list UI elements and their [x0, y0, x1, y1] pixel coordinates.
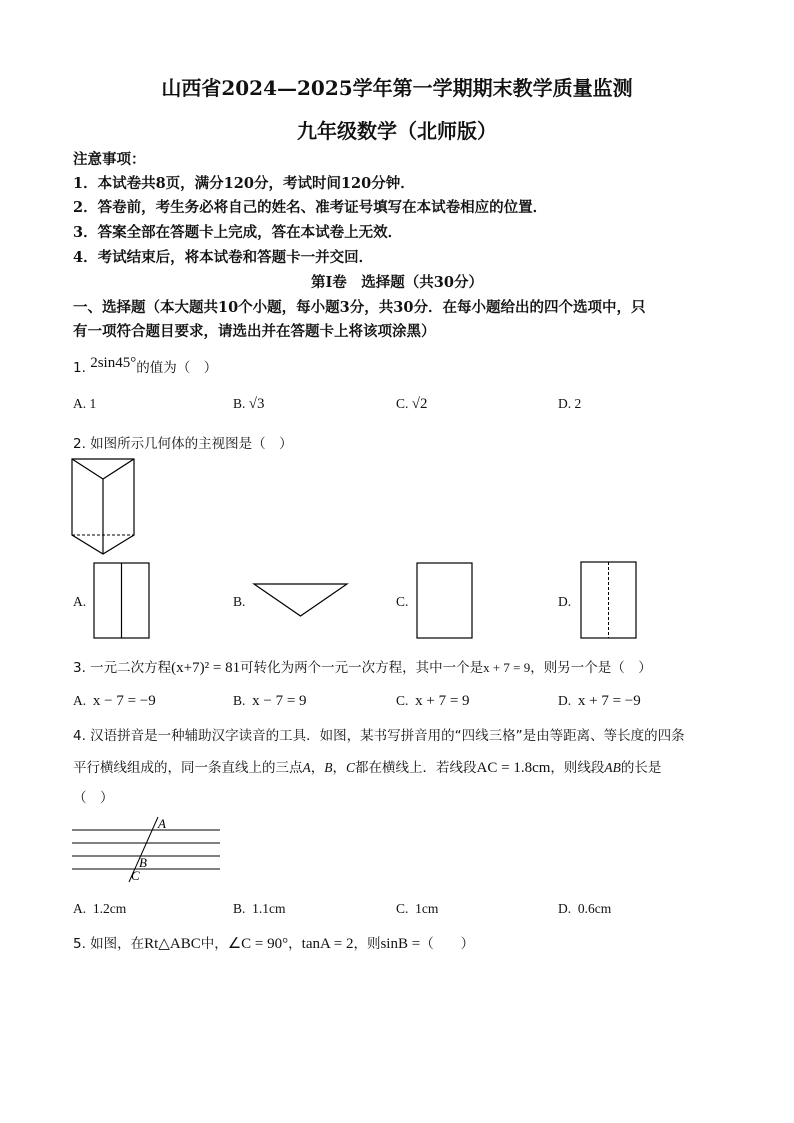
q1-expression: 2sin45° [90, 355, 137, 371]
part-heading-cont: 有一项符合题目要求，请选出并在答题卡上将该项涂黑） [73, 323, 436, 340]
q4-option-b[interactable]: B. 1.1cm [233, 901, 286, 916]
question-4-line3: （ ） [73, 790, 114, 806]
question-4-line2: 平行横线组成的，同一条直线上的三点A，B，C都在横线上．若线段AC = 1.8cm，则线段AB的长是 [73, 760, 662, 776]
notice-heading: 注意事项： [73, 151, 146, 168]
q2-option-d[interactable]: D. [558, 594, 572, 609]
figure-label-c: C [131, 868, 140, 883]
question-1: 1. 2sin45°的值为（ ） [73, 355, 218, 376]
q5-angle: ∠C = 90° [227, 936, 289, 952]
q3-option-a[interactable]: A. x − 7 = −9 [73, 693, 156, 709]
q3-equation: (x+7)² = 81 [171, 660, 241, 676]
q5-sin: sinB = [380, 936, 421, 952]
q3-option-c[interactable]: C. x + 7 = 9 [396, 693, 470, 709]
q1-option-c[interactable]: C. √2 [396, 396, 428, 412]
q2-option-a[interactable]: A. [73, 594, 87, 609]
q3-option-b[interactable]: B. x − 7 = 9 [233, 693, 307, 709]
notice-item: 4．考试结束后，将本试卷和答题卡一并交回． [73, 249, 374, 266]
part-heading: 一、选择题（本大题共10个小题，每小题3分，共30分．在每小题给出的四个选项中，只 [73, 299, 646, 316]
q5-tan: tanA = 2 [301, 936, 354, 952]
page-subtitle: 九年级数学（北师版） [297, 119, 497, 143]
q2-option-c[interactable]: C. [396, 594, 409, 609]
q1-option-b[interactable]: B. √3 [233, 396, 265, 412]
figure-label-a: A [158, 816, 166, 831]
notice-item: 3．答案全部在答题卡上完成，答在本试卷上无效． [73, 224, 403, 241]
q2-view-a [93, 562, 151, 640]
figure-label-b: B [139, 855, 147, 870]
q2-view-d [580, 561, 638, 640]
q4-option-d[interactable]: D. 0.6cm [558, 901, 612, 916]
q2-option-b[interactable]: B. [233, 594, 246, 609]
question-3: 3. 一元二次方程(x+7)² = 81可转化为两个一元一次方程，其中一个是x + 7 = 9，则另一个是（ ） [73, 660, 652, 676]
question-2: 2. 如图所示几何体的主视图是（ ） [73, 436, 293, 452]
q2-view-c [416, 562, 474, 640]
q1-option-a[interactable]: A. 1 [73, 396, 97, 411]
page-title: 山西省2024—2025学年第一学期期末教学质量监测 [161, 76, 633, 100]
question-5: 5. 如图，在Rt△ABC中，∠C = 90°，tanA = 2，则sinB =（ ） [73, 936, 475, 952]
notice-item: 1．本试卷共8页，满分120分，考试时间120分钟． [73, 175, 415, 192]
q4-segment-ac: AC = 1.8cm [476, 760, 551, 776]
q4-option-c[interactable]: C. 1cm [396, 901, 439, 916]
question-4-line1: 4. 汉语拼音是一种辅助汉字读音的工具．如图，某书写拼音用的“四线三格”是由等距离、等长度的四条 [73, 728, 685, 744]
q1-option-d[interactable]: D. 2 [558, 396, 582, 411]
q5-triangle: Rt△ABC [144, 936, 201, 952]
q3-given: x + 7 = 9 [483, 660, 531, 675]
q2-view-b [253, 583, 349, 619]
prism-figure [70, 457, 140, 559]
q3-option-d[interactable]: D. x + 7 = −9 [558, 693, 641, 709]
q4-option-a[interactable]: A. 1.2cm [73, 901, 127, 916]
section-heading: 第Ⅰ卷 选择题（共30分） [311, 274, 483, 291]
four-line-figure [72, 816, 222, 886]
notice-item: 2．答卷前，考生务必将自己的姓名、准考证号填写在本试卷相应的位置． [73, 199, 548, 216]
